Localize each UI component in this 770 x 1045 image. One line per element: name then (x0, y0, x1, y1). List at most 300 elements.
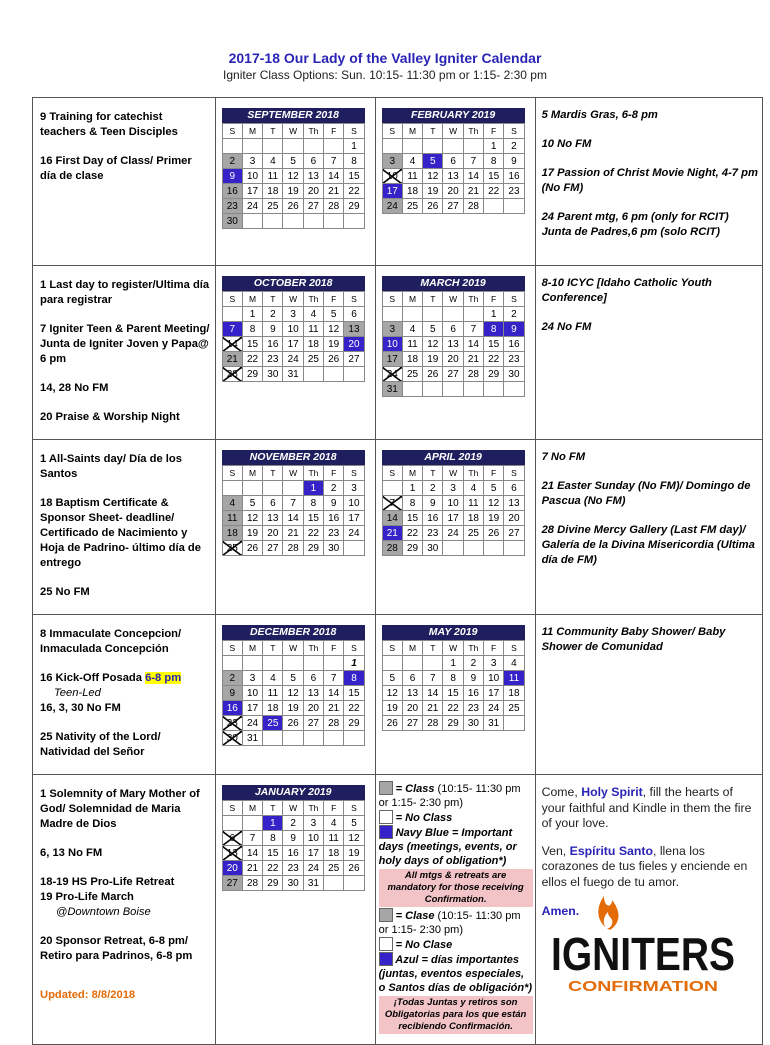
day-cell (222, 307, 242, 322)
day-cell: 19 (484, 511, 504, 526)
mini-calendar-apr (382, 450, 525, 556)
weekday-label: M (402, 466, 422, 481)
day-cell: 9 (263, 322, 283, 337)
prayer-en (542, 785, 758, 832)
event-note (40, 875, 211, 920)
day-cell: 26 (324, 352, 344, 367)
day-cell: 25 (402, 367, 422, 382)
mini-calendar-sep (222, 108, 365, 229)
day-cell: 11 (324, 831, 344, 846)
day-cell (463, 307, 483, 322)
event-note: 9 Training for catechist teachers & Teen Disciples (40, 111, 178, 138)
day-cell: 18 (402, 352, 422, 367)
day-cell: 26 (484, 526, 504, 541)
day-cell: 13 (303, 169, 323, 184)
day-cell: 2 (504, 307, 524, 322)
day-cell: 23 (222, 199, 242, 214)
month-cell (375, 98, 535, 266)
event-note: 25 Nativity of the Lord/ Natividad del Señor (40, 731, 161, 758)
weekday-label: W (443, 466, 463, 481)
day-cell: 7 (463, 322, 483, 337)
day-cell: 1 (484, 139, 504, 154)
day-cell (504, 716, 524, 731)
day-cell (344, 731, 364, 746)
event-note: 8-10 ICYC [Idaho Catholic Youth Conference] (541, 277, 712, 304)
weekday-label: F (324, 466, 344, 481)
day-cell: 6 (443, 322, 463, 337)
logo-subtitle: CONFIRMATION (568, 978, 718, 995)
day-cell: 30 (263, 367, 283, 382)
day-cell (263, 656, 283, 671)
day-cell: 11 (402, 169, 422, 184)
day-cell: 14 (382, 511, 402, 526)
month-cell (215, 266, 375, 440)
day-cell: 17 (242, 701, 262, 716)
event-note: 8 Immaculate Concepcion/ Inmaculada Concepción (40, 628, 182, 655)
weekday-label: S (382, 124, 402, 139)
day-cell: 14 (324, 169, 344, 184)
day-cell: 12 (283, 686, 303, 701)
legend-important-en (379, 825, 533, 868)
weekday-label: F (484, 641, 504, 656)
day-cell: 20 (443, 352, 463, 367)
day-cell: 16 (263, 337, 283, 352)
day-cell: 8 (443, 671, 463, 686)
day-cell (303, 139, 323, 154)
weekday-label: S (344, 641, 364, 656)
day-cell: 6 (263, 496, 283, 511)
day-cell (283, 139, 303, 154)
day-cell: 22 (303, 526, 323, 541)
day-cell (263, 214, 283, 229)
day-cell: 14 (324, 686, 344, 701)
legend-label: Navy Blue = Important days (meetings, events, or holy days of obligation*) (378, 827, 517, 867)
day-cell: 20 (303, 701, 323, 716)
day-cell (324, 876, 344, 891)
weekday-label: Th (303, 466, 323, 481)
event-note: 7 No FM (541, 451, 586, 463)
day-cell: 29 (344, 716, 364, 731)
event-note: 7 Igniter Teen & Parent Meeting/ Junta de Igniter Joven y Papa@ 6 pm (40, 323, 210, 365)
weekday-label: M (242, 641, 262, 656)
day-cell: 6 (402, 671, 422, 686)
day-cell (344, 367, 364, 382)
legend-label: = Class (392, 783, 435, 795)
flame-icon (598, 896, 618, 930)
day-cell (423, 656, 443, 671)
day-cell: 2 (324, 481, 344, 496)
weekday-label: M (402, 641, 422, 656)
day-cell: 2 (504, 139, 524, 154)
day-cell: 25 (402, 199, 422, 214)
day-cell: 10 (303, 831, 323, 846)
mini-calendar-feb (382, 108, 525, 214)
day-cell: 21 (463, 352, 483, 367)
day-cell: 11 (263, 686, 283, 701)
day-cell: 17 (382, 352, 402, 367)
day-cell (242, 139, 262, 154)
day-cell: 9 (222, 169, 242, 184)
day-cell: 7 (463, 154, 483, 169)
day-cell: 13 (263, 511, 283, 526)
day-cell: 9 (504, 322, 524, 337)
day-cell: 22 (344, 701, 364, 716)
legend-detail: (10:15- 11:30 pm or 1:15- 2:30 pm) (378, 910, 521, 936)
day-cell: 31 (242, 731, 262, 746)
event-note: 14, 28 No FM (40, 382, 109, 394)
day-cell: 2 (463, 656, 483, 671)
weekday-label: S (504, 292, 524, 307)
day-cell (263, 731, 283, 746)
day-cell (324, 367, 344, 382)
day-cell (423, 307, 443, 322)
day-cell (463, 139, 483, 154)
weekday-label: T (263, 292, 283, 307)
day-cell (263, 139, 283, 154)
events-cell (33, 615, 216, 775)
month-cell (215, 440, 375, 615)
day-cell (443, 139, 463, 154)
day-cell: 11 (303, 322, 323, 337)
day-cell: 6 (303, 154, 323, 169)
month-cell (215, 615, 375, 775)
event-note: 17 Passion of Christ Movie Night, 4-7 pm (No FM) (541, 167, 758, 194)
day-cell: 24 (382, 199, 402, 214)
prayer-text: Come, (541, 785, 582, 799)
day-cell: 18 (263, 184, 283, 199)
day-cell: 10 (283, 322, 303, 337)
day-cell: 28 (283, 541, 303, 556)
day-cell: 29 (484, 367, 504, 382)
day-cell (463, 382, 483, 397)
weekday-label: S (382, 292, 402, 307)
day-cell: 25 (504, 701, 524, 716)
day-cell: 5 (423, 154, 443, 169)
prayer-text: , fill the hearts of your faithful and Kindle in them the fire of your love. (541, 785, 752, 830)
day-cell (263, 481, 283, 496)
day-cell: 31 (283, 367, 303, 382)
day-cell: 27 (504, 526, 524, 541)
event-note: 21 Easter Sunday (No FM)/ Domingo de Pascua (No FM) (541, 480, 751, 507)
weekday-label: S (222, 124, 242, 139)
day-cell: 3 (382, 154, 402, 169)
day-cell: 3 (242, 671, 262, 686)
month-cell (375, 615, 535, 775)
day-cell: 27 (344, 352, 364, 367)
event-subtext: @Downtown Boise (56, 906, 151, 918)
day-cell: 22 (242, 352, 262, 367)
espiritu-santo-text: Espíritu Santo (569, 843, 653, 858)
event-note: 20 Sponsor Retreat, 6-8 pm/ Retiro para Padrinos, 6-8 pm (40, 935, 193, 962)
day-cell: 9 (324, 496, 344, 511)
day-cell: 3 (242, 154, 262, 169)
day-cell (443, 307, 463, 322)
day-cell: 29 (303, 541, 323, 556)
month-header: OCTOBER 2018 (222, 276, 365, 291)
day-cell (222, 139, 242, 154)
day-cell: 27 (443, 199, 463, 214)
weekday-label: T (423, 292, 443, 307)
day-cell: 18 (303, 337, 323, 352)
weekday-label: S (504, 466, 524, 481)
day-cell: 3 (443, 481, 463, 496)
day-cell (344, 876, 364, 891)
day-cell: 3 (283, 307, 303, 322)
day-cell: 29 (344, 199, 364, 214)
day-cell: 8 (344, 671, 364, 686)
weekday-label: Th (303, 801, 323, 816)
day-cell: 28 (324, 716, 344, 731)
day-cell: 10 (242, 169, 262, 184)
day-cell: 9 (504, 154, 524, 169)
day-cell: 10 (242, 686, 262, 701)
day-cell: 14 (283, 511, 303, 526)
day-cell: 22 (402, 526, 422, 541)
event-text: 16, 3, 30 No FM (40, 702, 121, 714)
day-cell: 25 (303, 352, 323, 367)
weekday-label: F (324, 801, 344, 816)
day-cell: 5 (283, 671, 303, 686)
day-cell: 13 (222, 846, 242, 861)
day-cell: 13 (402, 686, 422, 701)
weekday-label: F (484, 124, 504, 139)
day-cell: 24 (242, 199, 262, 214)
navy-square-icon (379, 825, 393, 839)
legend-label: = Clase (392, 910, 435, 922)
day-cell: 23 (263, 352, 283, 367)
day-cell: 13 (443, 169, 463, 184)
weekday-label: M (402, 124, 422, 139)
mini-calendar-oct (222, 276, 365, 382)
day-cell: 28 (382, 541, 402, 556)
weekday-label: F (324, 124, 344, 139)
day-cell: 21 (324, 701, 344, 716)
day-cell (463, 541, 483, 556)
day-cell: 17 (303, 846, 323, 861)
event-note: 24 Parent mtg, 6 pm (only for RCIT) Junta de Padres,6 pm (solo RCIT) (541, 211, 729, 238)
amen-text: Amen. (541, 904, 580, 918)
day-cell: 1 (484, 307, 504, 322)
weekday-label: W (283, 641, 303, 656)
day-cell (303, 731, 323, 746)
events-cell (535, 98, 762, 266)
weekday-label: F (484, 292, 504, 307)
day-cell: 15 (402, 511, 422, 526)
day-cell: 1 (344, 139, 364, 154)
month-header: APRIL 2019 (382, 450, 525, 465)
day-cell: 6 (344, 307, 364, 322)
day-cell: 6 (303, 671, 323, 686)
weekday-label: Th (463, 292, 483, 307)
weekday-label: S (382, 466, 402, 481)
day-cell: 19 (344, 846, 364, 861)
day-cell: 2 (423, 481, 443, 496)
day-cell: 15 (344, 686, 364, 701)
day-cell (242, 481, 262, 496)
day-cell (423, 382, 443, 397)
day-cell: 2 (222, 671, 242, 686)
weekday-label: W (283, 466, 303, 481)
day-cell: 6 (443, 154, 463, 169)
weekday-label: T (263, 801, 283, 816)
day-cell: 12 (382, 686, 402, 701)
event-note: 16 First Day of Class/ Primer día de clase (40, 155, 192, 182)
day-cell (504, 382, 524, 397)
day-cell: 5 (242, 496, 262, 511)
day-cell: 23 (463, 701, 483, 716)
weekday-label: S (222, 292, 242, 307)
prayer-es (542, 844, 758, 891)
day-cell: 29 (402, 541, 422, 556)
weekday-label: T (423, 466, 443, 481)
weekday-label: S (382, 641, 402, 656)
day-cell: 16 (324, 511, 344, 526)
day-cell: 14 (242, 846, 262, 861)
navy-square-icon (379, 952, 393, 966)
day-cell: 23 (504, 352, 524, 367)
weekday-label: Th (303, 292, 323, 307)
day-cell: 13 (344, 322, 364, 337)
event-note: 25 No FM (40, 586, 90, 598)
events-cell (33, 775, 216, 1045)
day-cell: 25 (222, 541, 242, 556)
day-cell: 4 (402, 154, 422, 169)
day-cell: 13 (303, 686, 323, 701)
day-cell: 25 (324, 861, 344, 876)
day-cell: 27 (263, 541, 283, 556)
day-cell: 21 (463, 184, 483, 199)
day-cell: 5 (283, 154, 303, 169)
weekday-label: S (344, 124, 364, 139)
day-cell: 30 (222, 214, 242, 229)
weekday-label: S (222, 641, 242, 656)
day-cell: 24 (382, 367, 402, 382)
day-cell: 8 (263, 831, 283, 846)
event-note: 1 Last day to register/Ultima día para registrar (40, 279, 210, 306)
events-cell (535, 440, 762, 615)
day-cell: 3 (303, 816, 323, 831)
day-cell (324, 731, 344, 746)
day-cell: 16 (423, 511, 443, 526)
day-cell: 6 (222, 831, 242, 846)
weekday-label: S (344, 292, 364, 307)
day-cell: 15 (443, 686, 463, 701)
event-note: 1 Solemnity of Mary Mother of God/ Solemnidad de Maria Madre de Dios (40, 788, 200, 830)
legend-label: = No Class (392, 812, 453, 824)
day-cell: 28 (222, 367, 242, 382)
day-cell: 2 (263, 307, 283, 322)
event-note: 1 All-Saints day/ Día de los Santos (40, 453, 182, 480)
day-cell (484, 382, 504, 397)
day-cell: 8 (484, 154, 504, 169)
event-note: 24 No FM (541, 321, 592, 333)
day-cell: 5 (423, 322, 443, 337)
legend-class-es (379, 908, 533, 937)
day-cell (484, 541, 504, 556)
month-header: MAY 2019 (382, 625, 525, 640)
day-cell (423, 139, 443, 154)
gray-square-icon (379, 908, 393, 922)
day-cell: 28 (463, 199, 483, 214)
prayer-text: Ven, (541, 843, 570, 858)
day-cell: 10 (382, 169, 402, 184)
day-cell: 1 (303, 481, 323, 496)
events-cell (33, 440, 216, 615)
day-cell: 27 (402, 716, 422, 731)
day-cell: 18 (402, 184, 422, 199)
month-header: DECEMBER 2018 (222, 625, 365, 640)
day-cell: 19 (382, 701, 402, 716)
day-cell: 21 (382, 526, 402, 541)
day-cell: 27 (443, 367, 463, 382)
day-cell: 1 (263, 816, 283, 831)
weekday-label: T (263, 641, 283, 656)
mini-calendar-nov (222, 450, 365, 556)
day-cell: 24 (283, 352, 303, 367)
day-cell (283, 481, 303, 496)
day-cell: 11 (504, 671, 524, 686)
day-cell: 27 (222, 876, 242, 891)
day-cell: 8 (402, 496, 422, 511)
day-cell (402, 382, 422, 397)
day-cell (303, 367, 323, 382)
day-cell: 13 (443, 337, 463, 352)
day-cell: 3 (382, 322, 402, 337)
day-cell: 1 (443, 656, 463, 671)
month-header: NOVEMBER 2018 (222, 450, 365, 465)
day-cell: 21 (242, 861, 262, 876)
legend-noclass-en (379, 810, 533, 825)
legend-detail: (10:15- 11:30 pm or 1:15- 2:30 pm) (378, 783, 521, 809)
day-cell (443, 382, 463, 397)
day-cell: 26 (423, 367, 443, 382)
gray-square-icon (379, 781, 393, 795)
day-cell: 15 (484, 169, 504, 184)
day-cell: 4 (463, 481, 483, 496)
day-cell: 24 (484, 701, 504, 716)
day-cell: 4 (402, 322, 422, 337)
day-cell: 20 (402, 701, 422, 716)
day-cell (382, 139, 402, 154)
day-cell (242, 656, 262, 671)
events-cell (33, 98, 216, 266)
legend-cell (375, 775, 535, 1045)
day-cell: 7 (324, 671, 344, 686)
weekday-label: S (504, 124, 524, 139)
day-cell: 15 (484, 337, 504, 352)
month-header: SEPTEMBER 2018 (222, 108, 365, 123)
weekday-label: M (242, 466, 262, 481)
month-cell (215, 775, 375, 1045)
day-cell: 7 (382, 496, 402, 511)
weekday-label: Th (463, 641, 483, 656)
day-cell: 12 (423, 337, 443, 352)
weekday-label: T (423, 124, 443, 139)
event-note: 10 No FM (541, 138, 592, 150)
day-cell: 17 (484, 686, 504, 701)
day-cell: 20 (263, 526, 283, 541)
weekday-label: Th (463, 466, 483, 481)
day-cell: 29 (443, 716, 463, 731)
day-cell: 22 (344, 184, 364, 199)
day-cell: 7 (324, 154, 344, 169)
day-cell (402, 139, 422, 154)
day-cell: 4 (222, 496, 242, 511)
day-cell (484, 199, 504, 214)
day-cell: 12 (344, 831, 364, 846)
events-cell (535, 615, 762, 775)
weekday-label: W (283, 124, 303, 139)
